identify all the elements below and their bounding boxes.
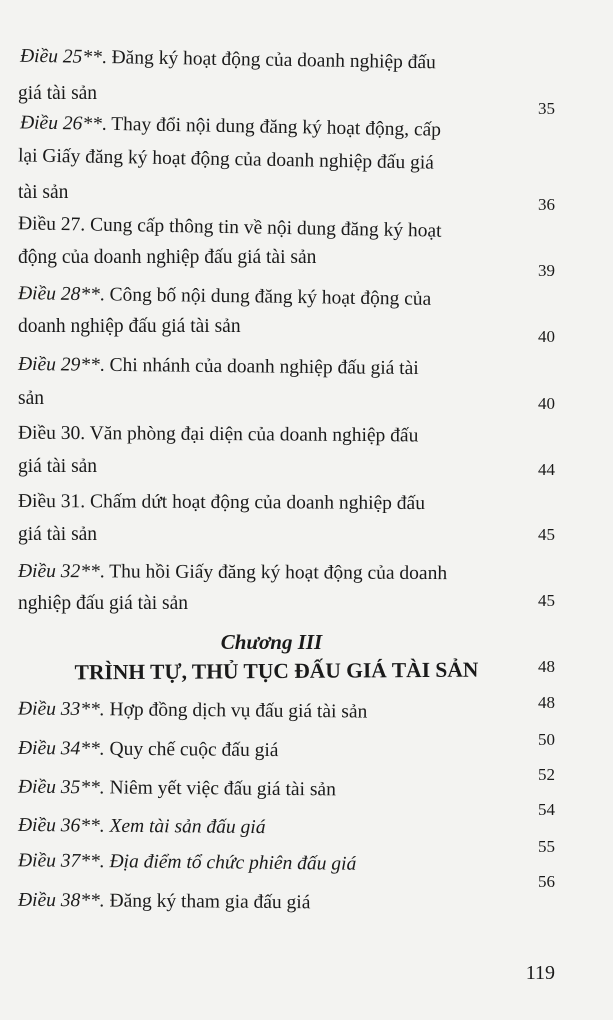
toc-entry-26-line-1: Điều 26**. Thay đổi nội dung đăng ký hoạt động, cấp <box>19 112 442 141</box>
toc-entry-26-line-3: tài sản <box>18 182 69 203</box>
toc-entry-29-page: 40 <box>538 394 555 413</box>
toc-entry-31-line-1: Điều 31. Chấm dứt hoạt động của doanh nghiệp đấu <box>17 490 426 515</box>
toc-entry-33-page: 48 <box>538 693 555 712</box>
toc-entry-27-page: 39 <box>538 261 555 280</box>
toc-entry-31-line-2: giá tài sản <box>18 524 98 545</box>
toc-entry-32-page: 45 <box>538 591 555 610</box>
toc-entry-35: Điều 35**. Niêm yết việc đấu giá tài sản <box>17 776 336 801</box>
toc-entry-35-page: 52 <box>538 765 555 784</box>
toc-entry-32-line-2: nghiệp đấu giá tài sản <box>18 593 189 614</box>
chapter-title: Chương III <box>220 630 323 654</box>
toc-entry-33: Điều 33**. Hợp đồng dịch vụ đấu giá tài sản <box>17 698 368 723</box>
toc-entry-27-line-1: Điều 27. Cung cấp thông tin về nội dung đăng ký hoạt <box>17 213 442 242</box>
toc-entry-36-page: 54 <box>538 800 555 819</box>
toc-entry-28-line-2: doanh nghiệp đấu giá tài sản <box>18 316 241 337</box>
toc-entry-30-page: 44 <box>538 460 555 479</box>
toc-entry-30-line-1: Điều 30. Văn phòng đại diện của doanh nghiệp đấu <box>17 422 419 447</box>
toc-entry-37: Điều 37**. Địa điểm tổ chức phiên đấu giá <box>17 850 357 875</box>
toc-entry-29-line-1: Điều 29**. Chi nhánh của doanh nghiệp đấu giá tài <box>17 353 419 380</box>
toc-entry-38: Điều 38**. Đăng ký tham gia đấu giá <box>17 889 311 914</box>
toc-entry-38-page: 56 <box>538 872 555 891</box>
page-number: 119 <box>525 962 555 984</box>
chapter-page: 48 <box>538 657 555 676</box>
toc-entry-25-line-2: giá tài sản <box>18 83 98 104</box>
toc-entry-28-line-1: Điều 28**. Công bố nội dung đăng ký hoạt động của <box>17 283 432 310</box>
toc-entry-30-line-2: giá tài sản <box>18 456 98 477</box>
toc-entry-29-line-2: sản <box>18 388 44 409</box>
toc-entry-32-line-1: Điều 32**. Thu hồi Giấy đăng ký hoạt động của doanh <box>17 560 448 585</box>
toc-entry-28-page: 40 <box>538 327 555 346</box>
chapter-heading: TRÌNH TỰ, THỦ TỤC ĐẤU GIÁ TÀI SẢN <box>74 657 479 685</box>
toc-entry-36: Điều 36**. Xem tài sản đấu giá <box>17 814 266 839</box>
toc-entry-27-line-2: động của doanh nghiệp đấu giá tài sản <box>18 247 317 268</box>
toc-entry-34-page: 50 <box>538 730 555 749</box>
toc-entry-34: Điều 34**. Quy chế cuộc đấu giá <box>17 737 279 762</box>
toc-entry-26-page: 36 <box>538 195 555 214</box>
toc-entry-31-page: 45 <box>538 525 555 544</box>
toc-entry-37-page: 55 <box>538 837 555 856</box>
toc-entry-25-line-1: Điều 25**. Đăng ký hoạt động của doanh nghiệp đấu <box>19 45 437 74</box>
toc-entry-25-page: 35 <box>538 99 555 118</box>
toc-entry-26-line-2: lại Giấy đăng ký hoạt động của doanh nghiệp đấu giá <box>17 145 435 174</box>
